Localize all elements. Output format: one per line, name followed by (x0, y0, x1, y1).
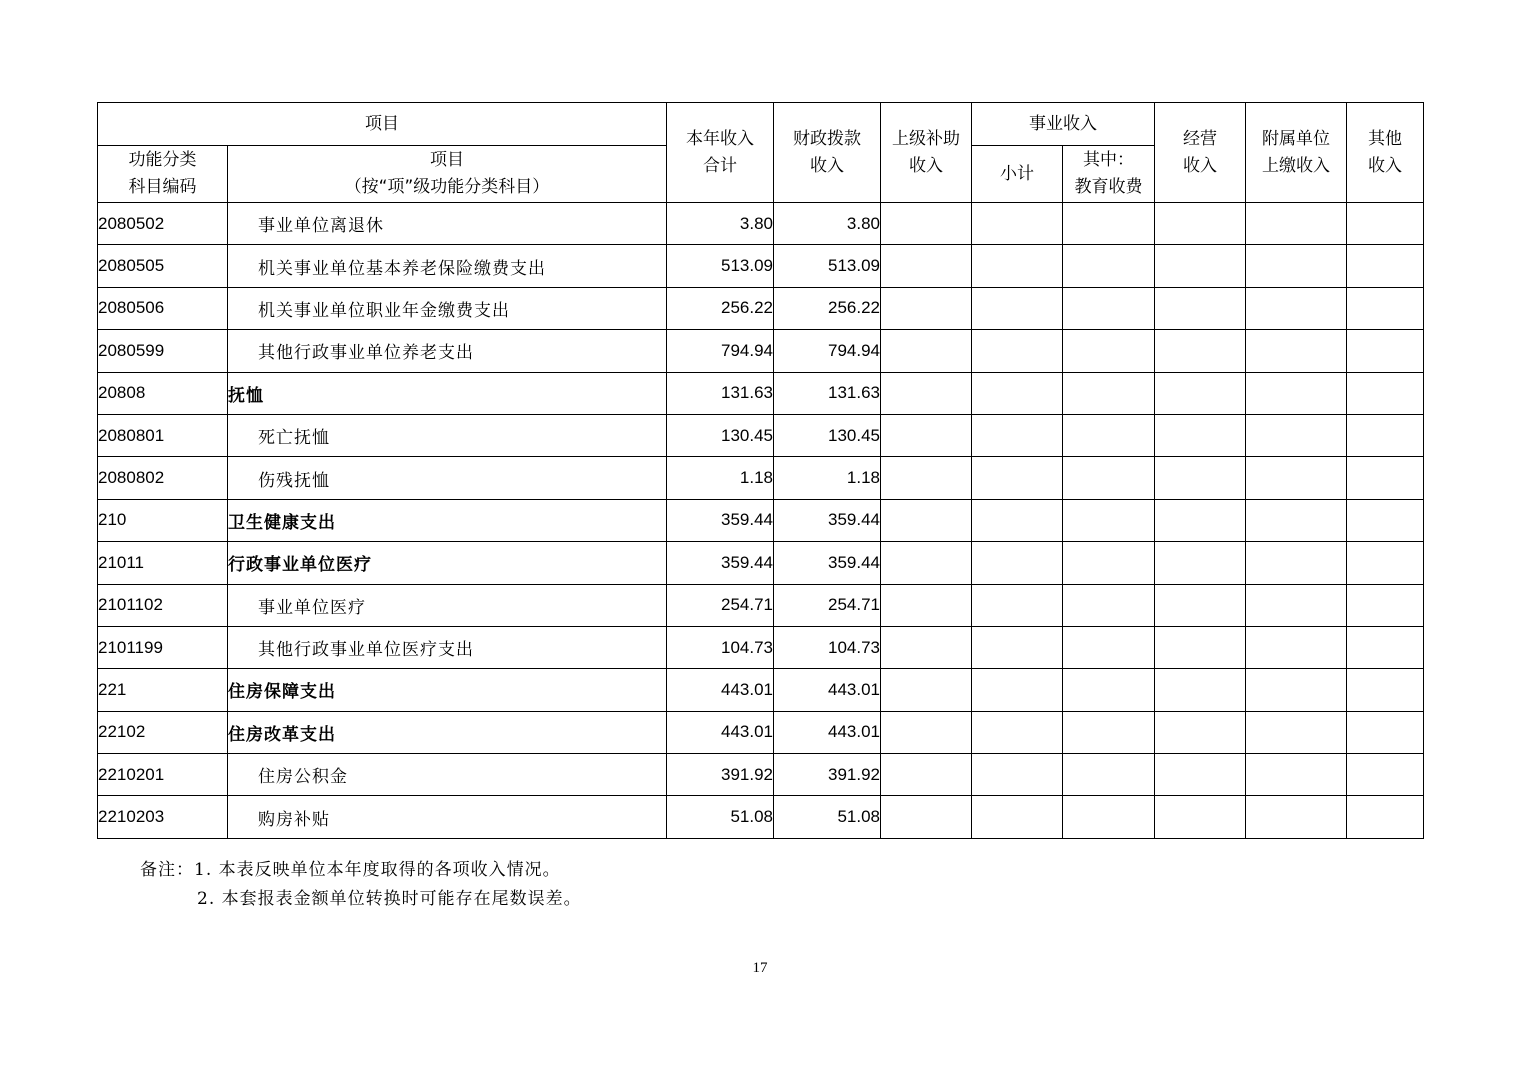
cell-subtotal (972, 203, 1063, 245)
cell-fiscal: 513.09 (774, 245, 881, 287)
cell-code: 2080802 (98, 457, 228, 499)
cell-other (1347, 499, 1424, 541)
table-row (98, 203, 1424, 245)
cell-edu (1063, 754, 1155, 796)
cell-total: 131.63 (667, 372, 774, 414)
cell-total: 51.08 (667, 796, 774, 838)
cell-operation (1155, 711, 1246, 753)
cell-fiscal: 1.18 (774, 457, 881, 499)
table-row (98, 626, 1424, 668)
cell-fiscal: 443.01 (774, 711, 881, 753)
header-subtotal: 小计 (972, 146, 1063, 203)
table-row (98, 542, 1424, 584)
cell-name: 事业单位离退休 (228, 203, 667, 245)
cell-name: 抚恤 (228, 372, 667, 414)
cell-affiliate (1246, 372, 1347, 414)
header-business: 事业收入 (972, 103, 1155, 146)
cell-code: 2210201 (98, 754, 228, 796)
header-operation: 经营 收入 (1155, 103, 1246, 203)
cell-fiscal: 256.22 (774, 287, 881, 329)
cell-other (1347, 414, 1424, 456)
cell-affiliate (1246, 711, 1347, 753)
cell-other (1347, 245, 1424, 287)
cell-name: 机关事业单位基本养老保险缴费支出 (228, 245, 667, 287)
cell-affiliate (1246, 626, 1347, 668)
cell-operation (1155, 754, 1246, 796)
cell-code: 2210203 (98, 796, 228, 838)
cell-operation (1155, 457, 1246, 499)
cell-edu (1063, 499, 1155, 541)
cell-subtotal (972, 626, 1063, 668)
cell-subtotal (972, 457, 1063, 499)
table-row (98, 330, 1424, 372)
cell-subtotal (972, 754, 1063, 796)
cell-other (1347, 626, 1424, 668)
header-project: 项目 (98, 103, 667, 146)
header-total: 本年收入 合计 (667, 103, 774, 203)
cell-total: 359.44 (667, 542, 774, 584)
cell-fiscal: 359.44 (774, 542, 881, 584)
cell-operation (1155, 245, 1246, 287)
cell-operation (1155, 499, 1246, 541)
cell-other (1347, 796, 1424, 838)
cell-code: 210 (98, 499, 228, 541)
cell-superior (881, 711, 972, 753)
cell-name: 其他行政事业单位养老支出 (228, 330, 667, 372)
table-row (98, 245, 1424, 287)
cell-subtotal (972, 287, 1063, 329)
cell-subtotal (972, 669, 1063, 711)
cell-other (1347, 584, 1424, 626)
cell-operation (1155, 542, 1246, 584)
cell-superior (881, 542, 972, 584)
table-row (98, 754, 1424, 796)
cell-subtotal (972, 372, 1063, 414)
cell-edu (1063, 203, 1155, 245)
cell-superior (881, 796, 972, 838)
cell-affiliate (1246, 584, 1347, 626)
cell-superior (881, 626, 972, 668)
cell-other (1347, 203, 1424, 245)
cell-fiscal: 794.94 (774, 330, 881, 372)
cell-other (1347, 287, 1424, 329)
cell-affiliate (1246, 245, 1347, 287)
cell-fiscal: 130.45 (774, 414, 881, 456)
cell-total: 130.45 (667, 414, 774, 456)
cell-operation (1155, 584, 1246, 626)
cell-total: 104.73 (667, 626, 774, 668)
cell-affiliate (1246, 457, 1347, 499)
cell-subtotal (972, 330, 1063, 372)
cell-subtotal (972, 414, 1063, 456)
cell-edu (1063, 245, 1155, 287)
cell-code: 221 (98, 669, 228, 711)
cell-operation (1155, 669, 1246, 711)
header-other: 其他 收入 (1347, 103, 1424, 203)
cell-operation (1155, 330, 1246, 372)
cell-code: 2080506 (98, 287, 228, 329)
cell-code: 21011 (98, 542, 228, 584)
table-row (98, 372, 1424, 414)
cell-superior (881, 414, 972, 456)
table-row (98, 796, 1424, 838)
cell-superior (881, 372, 972, 414)
header-item: 项目 （按“项”级功能分类科目） (228, 146, 667, 203)
header-fiscal: 财政拨款 收入 (774, 103, 881, 203)
cell-fiscal: 443.01 (774, 669, 881, 711)
note-line-1: 备注：1. 本表反映单位本年度取得的各项收入情况。 (140, 860, 561, 880)
cell-superior (881, 287, 972, 329)
cell-total: 443.01 (667, 669, 774, 711)
cell-fiscal: 391.92 (774, 754, 881, 796)
cell-total: 443.01 (667, 711, 774, 753)
cell-edu (1063, 711, 1155, 753)
cell-affiliate (1246, 542, 1347, 584)
cell-other (1347, 711, 1424, 753)
cell-code: 2101102 (98, 584, 228, 626)
cell-total: 391.92 (667, 754, 774, 796)
cell-affiliate (1246, 203, 1347, 245)
cell-fiscal: 254.71 (774, 584, 881, 626)
cell-name: 其他行政事业单位医疗支出 (228, 626, 667, 668)
cell-total: 3.80 (667, 203, 774, 245)
cell-operation (1155, 287, 1246, 329)
cell-other (1347, 330, 1424, 372)
cell-edu (1063, 669, 1155, 711)
cell-operation (1155, 796, 1246, 838)
cell-other (1347, 457, 1424, 499)
cell-name: 购房补贴 (228, 796, 667, 838)
cell-affiliate (1246, 754, 1347, 796)
header-affiliate: 附属单位 上缴收入 (1246, 103, 1347, 203)
cell-operation (1155, 203, 1246, 245)
cell-name: 行政事业单位医疗 (228, 542, 667, 584)
cell-edu (1063, 414, 1155, 456)
cell-code: 20808 (98, 372, 228, 414)
cell-affiliate (1246, 669, 1347, 711)
cell-operation (1155, 372, 1246, 414)
cell-subtotal (972, 542, 1063, 584)
cell-other (1347, 542, 1424, 584)
table-row (98, 499, 1424, 541)
cell-affiliate (1246, 499, 1347, 541)
cell-superior (881, 457, 972, 499)
cell-operation (1155, 626, 1246, 668)
cell-code: 2101199 (98, 626, 228, 668)
cell-edu (1063, 330, 1155, 372)
cell-name: 住房保障支出 (228, 669, 667, 711)
cell-total: 256.22 (667, 287, 774, 329)
page-number: 17 (752, 960, 768, 976)
cell-fiscal: 3.80 (774, 203, 881, 245)
cell-code: 2080801 (98, 414, 228, 456)
cell-total: 359.44 (667, 499, 774, 541)
table-row (98, 287, 1424, 329)
cell-subtotal (972, 711, 1063, 753)
cell-name: 事业单位医疗 (228, 584, 667, 626)
cell-code: 22102 (98, 711, 228, 753)
header-func-code: 功能分类 科目编码 (98, 146, 228, 203)
cell-affiliate (1246, 330, 1347, 372)
cell-edu (1063, 457, 1155, 499)
cell-subtotal (972, 245, 1063, 287)
table-row (98, 457, 1424, 499)
income-table (97, 102, 1424, 839)
cell-edu (1063, 796, 1155, 838)
cell-name: 死亡抚恤 (228, 414, 667, 456)
header-superior: 上级补助 收入 (881, 103, 972, 203)
cell-superior (881, 203, 972, 245)
cell-other (1347, 372, 1424, 414)
table-row (98, 414, 1424, 456)
cell-superior (881, 669, 972, 711)
cell-subtotal (972, 584, 1063, 626)
table-row (98, 669, 1424, 711)
cell-operation (1155, 414, 1246, 456)
cell-total: 254.71 (667, 584, 774, 626)
cell-total: 1.18 (667, 457, 774, 499)
cell-edu (1063, 542, 1155, 584)
cell-other (1347, 669, 1424, 711)
cell-subtotal (972, 796, 1063, 838)
cell-code: 2080505 (98, 245, 228, 287)
cell-superior (881, 245, 972, 287)
cell-edu (1063, 287, 1155, 329)
cell-superior (881, 499, 972, 541)
header-edu: 其中： 教育收费 (1063, 146, 1155, 203)
cell-superior (881, 584, 972, 626)
cell-edu (1063, 626, 1155, 668)
cell-name: 机关事业单位职业年金缴费支出 (228, 287, 667, 329)
notes (140, 856, 582, 914)
cell-affiliate (1246, 287, 1347, 329)
cell-fiscal: 131.63 (774, 372, 881, 414)
note-line-2: 2. 本套报表金额单位转换时可能存在尾数误差。 (197, 889, 582, 909)
cell-fiscal: 51.08 (774, 796, 881, 838)
cell-name: 住房改革支出 (228, 711, 667, 753)
cell-code: 2080502 (98, 203, 228, 245)
cell-total: 794.94 (667, 330, 774, 372)
cell-superior (881, 754, 972, 796)
cell-edu (1063, 584, 1155, 626)
cell-name: 住房公积金 (228, 754, 667, 796)
cell-affiliate (1246, 414, 1347, 456)
table-row (98, 711, 1424, 753)
cell-fiscal: 104.73 (774, 626, 881, 668)
cell-subtotal (972, 499, 1063, 541)
cell-name: 伤残抚恤 (228, 457, 667, 499)
cell-other (1347, 754, 1424, 796)
table-row (98, 584, 1424, 626)
cell-total: 513.09 (667, 245, 774, 287)
cell-superior (881, 330, 972, 372)
cell-code: 2080599 (98, 330, 228, 372)
cell-edu (1063, 372, 1155, 414)
cell-affiliate (1246, 796, 1347, 838)
cell-name: 卫生健康支出 (228, 499, 667, 541)
cell-fiscal: 359.44 (774, 499, 881, 541)
